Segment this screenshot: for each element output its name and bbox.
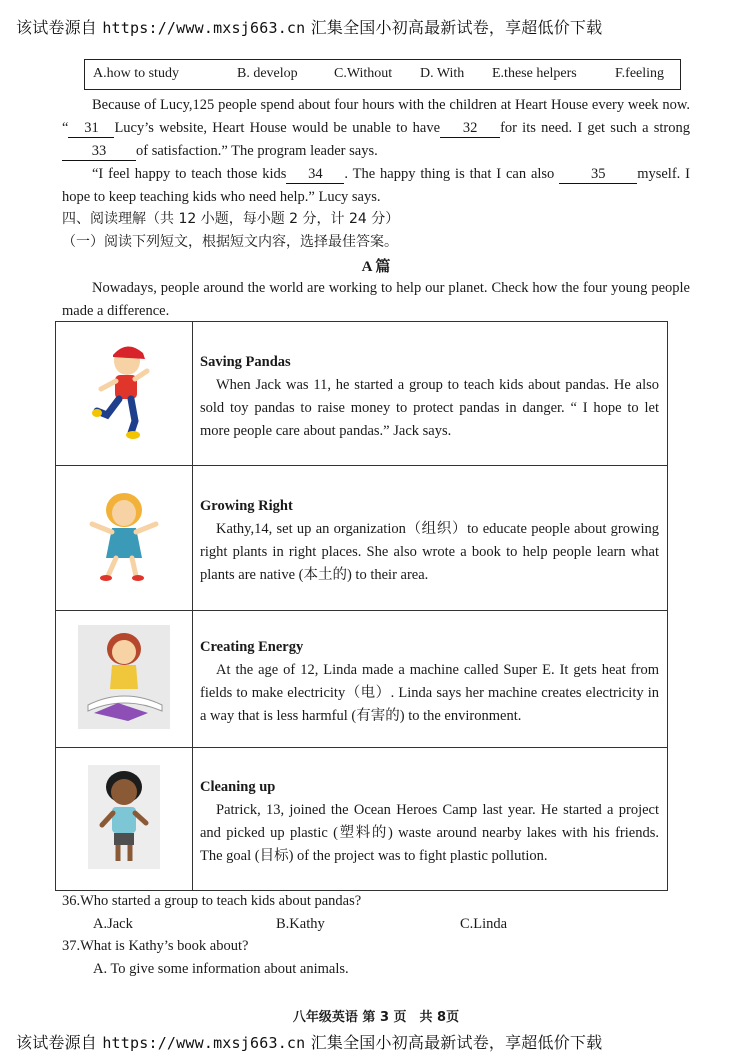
table-row	[56, 466, 668, 611]
watermark-url[interactable]: https://www.mxsj663.cn	[102, 1034, 306, 1052]
table-row	[56, 322, 668, 466]
option-c: C.Without	[334, 66, 393, 81]
paragraph-lucy-1: Because of Lucy,125 people spend about four hours with the children at Heart House every week now. “ 31 Lucy’s website, Heart House would be unable to have 32 for its need. I get such a strong33 of satisfaction.” The program leader says.	[62, 97, 690, 159]
q37-option-a[interactable]: A. To give some information about animals.	[93, 961, 349, 977]
watermark-prefix: 该试卷源自	[16, 18, 98, 37]
word-options-box	[84, 59, 681, 90]
watermark-prefix: 该试卷源自	[16, 1033, 98, 1052]
young-people-table	[55, 321, 668, 891]
card-growing-right	[193, 466, 668, 611]
option-e: E.these helpers	[492, 66, 577, 81]
girl-smiling-icon	[82, 488, 166, 584]
girl-reading-icon	[78, 625, 170, 729]
linda-illustration	[56, 611, 193, 748]
jack-illustration	[56, 322, 193, 466]
boy-standing-icon	[88, 765, 160, 869]
card-saving-pandas	[193, 322, 668, 466]
blank-32: 32	[440, 119, 500, 138]
card-creating-energy	[193, 611, 668, 748]
option-f: F.feeling	[615, 66, 665, 81]
table-row	[56, 748, 668, 891]
patrick-illustration	[56, 748, 193, 891]
card-body: Kathy,14, set up an organization（组织）to educate people about growing right plants in right places. She also wrote a book to help people learn what plants are native (本土的) to their area.	[200, 521, 659, 583]
blank-33: 33	[62, 142, 136, 161]
q36-option-c[interactable]: C.Linda	[460, 916, 508, 932]
option-b: B. develop	[237, 66, 298, 81]
section-4-heading: 四、阅读理解（共 12 小题，每小题 2 分，计 24 分）	[62, 211, 400, 227]
watermark-bottom	[16, 1030, 602, 1053]
blank-31: 31	[68, 119, 114, 138]
blank-35: 35	[559, 165, 637, 184]
card-cleaning-up	[193, 748, 668, 891]
q36-option-b[interactable]: B.Kathy	[276, 916, 325, 932]
watermark-suffix: 汇集全国小初高最新试卷，享超低价下载	[310, 1033, 603, 1052]
table-row	[56, 611, 668, 748]
card-title: Cleaning up	[200, 779, 276, 795]
blank-34: 34	[286, 165, 344, 184]
card-body: Patrick, 13, joined the Ocean Heroes Camp last year. He started a project and picked up plastic (塑料的) waste around nearby lakes with his friends. The goal (目标) of the project was to fight plastic pollution.	[200, 802, 659, 864]
card-title: Growing Right	[200, 498, 293, 514]
watermark-url[interactable]: https://www.mxsj663.cn	[102, 19, 306, 37]
passage-intro: Nowadays, people around the world are working to help our planet. Check how the four young people made a difference.	[62, 280, 690, 319]
option-d: D. With	[420, 66, 465, 81]
card-body: At the age of 12, Linda made a machine called Super E. It gets heat from fields to make electricity（电）. Linda says her machine creates electricity in a way that is less harmful (有害的) to the environment.	[200, 662, 659, 724]
q36-option-a[interactable]: A.Jack	[93, 916, 133, 932]
option-a: A.how to study	[93, 66, 179, 81]
card-body: When Jack was 11, he started a group to teach kids about pandas. He also sold toy pandas to raise money to protect pandas in danger. “ I hope to let more people care about pandas.” Jack says.	[200, 376, 659, 439]
watermark-top	[16, 15, 602, 38]
passage-title: A 篇	[361, 259, 391, 275]
paragraph-lucy-2: “I feel happy to teach those kids 34 . The happy thing is that I can also 35 myself. I hope to keep teaching kids who need help.” Lucy says.	[62, 166, 691, 205]
page-footer: 八年级英语 第 3 页 共 8页	[292, 1010, 460, 1025]
kathy-illustration	[56, 466, 193, 611]
card-title: Creating Energy	[200, 639, 304, 655]
boy-running-icon	[89, 341, 159, 441]
watermark-suffix: 汇集全国小初高最新试卷，享超低价下载	[310, 18, 603, 37]
card-title: Saving Pandas	[200, 353, 291, 370]
subsection-1-heading: （一）阅读下列短文，根据短文内容，选择最佳答案。	[62, 234, 398, 250]
question-36: 36.Who started a group to teach kids about pandas?	[62, 893, 362, 909]
question-37: 37.What is Kathy’s book about?	[62, 938, 249, 954]
